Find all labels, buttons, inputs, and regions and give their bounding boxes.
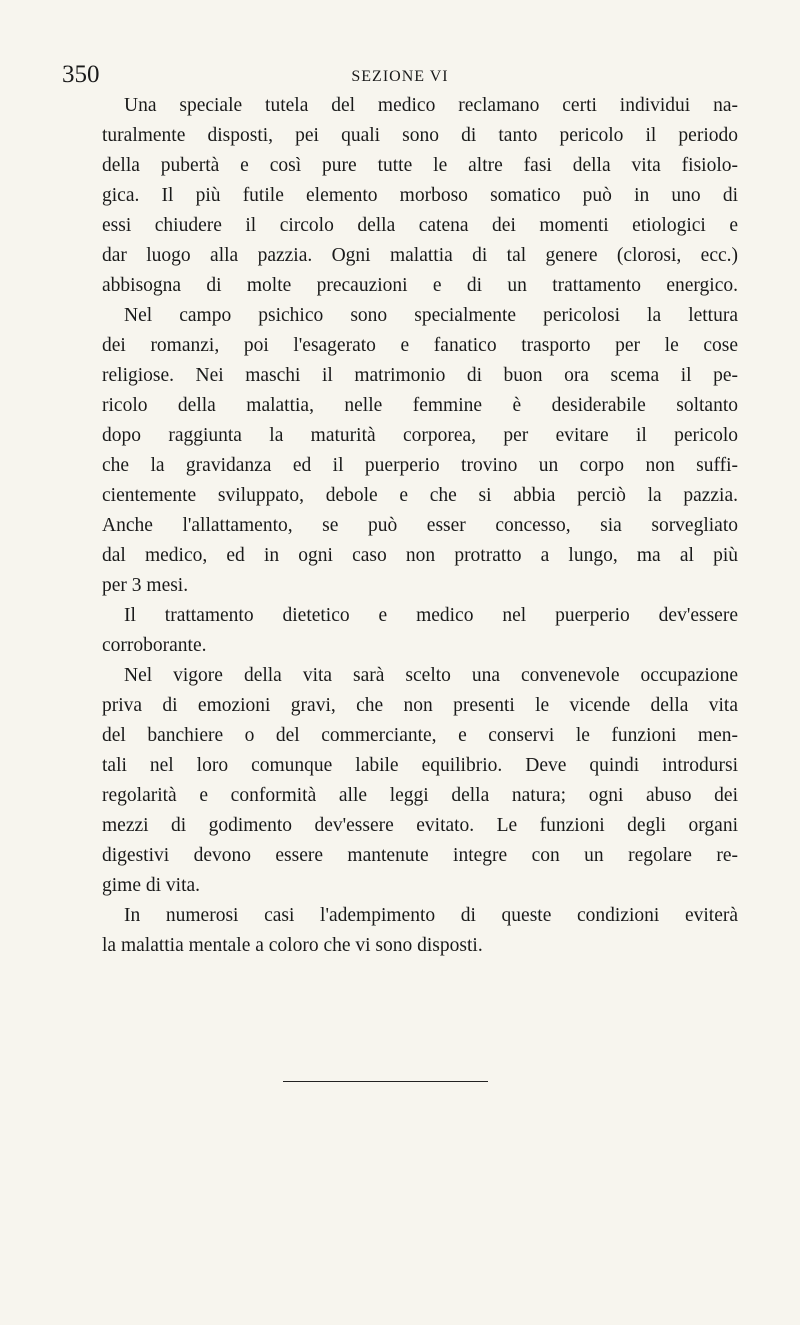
text-line: dei romanzi, poi l'esagerato e fanatico trasporto per le cose <box>102 335 738 356</box>
text-line: gica. Il più futile elemento morboso somatico può in uno di <box>102 185 738 206</box>
text-line: per 3 mesi. <box>102 575 189 596</box>
text-line: religiose. Nei maschi il matrimonio di buon ora scema il pe- <box>102 365 738 386</box>
text-line: digestivi devono essere mantenute integre con un regolare re- <box>102 845 738 866</box>
text-line: Anche l'allattamento, se può esser concesso, sia sorvegliato <box>102 515 738 536</box>
text-line: che la gravidanza ed il puerperio trovino un corpo non suffi- <box>102 455 738 476</box>
text-line: corroborante. <box>102 635 207 656</box>
text-line: della pubertà e così pure tutte le altre fasi della vita fisiolo- <box>102 155 738 176</box>
text-line: regolarità e conformità alle leggi della natura; ogni abuso dei <box>102 785 738 806</box>
text-line: gime di vita. <box>102 875 201 896</box>
section-end-rule <box>283 1081 488 1082</box>
text-line: tali nel loro comunque labile equilibrio. Deve quindi introdursi <box>102 755 738 776</box>
text-line: dar luogo alla pazzia. Ogni malattia di tal genere (clorosi, ecc.) <box>102 245 738 266</box>
text-line: turalmente disposti, pei quali sono di tanto pericolo il periodo <box>102 125 738 146</box>
text-line: del banchiere o del commerciante, e conservi le funzioni men- <box>102 725 738 746</box>
text-line: abbisogna di molte precauzioni e di un trattamento energico. <box>102 275 738 296</box>
text-line: dopo raggiunta la maturità corporea, per evitare il pericolo <box>102 425 738 446</box>
text-line: Il trattamento dietetico e medico nel puerperio dev'essere <box>124 605 738 626</box>
text-line: Nel vigore della vita sarà scelto una convenevole occupazione <box>124 665 738 686</box>
text-line: mezzi di godimento dev'essere evitato. Le funzioni degli organi <box>102 815 738 836</box>
text-line: priva di emozioni gravi, che non presenti le vicende della vita <box>102 695 738 716</box>
page-number: 350 <box>62 61 100 88</box>
text-line: ricolo della malattia, nelle femmine è desiderabile soltanto <box>102 395 738 416</box>
text-line: essi chiudere il circolo della catena dei momenti etiologici e <box>102 215 738 236</box>
text-line: Nel campo psichico sono specialmente pericolosi la lettura <box>124 305 738 326</box>
text-line: la malattia mentale a coloro che vi sono disposti. <box>102 935 483 956</box>
text-line: In numerosi casi l'adempimento di queste condizioni eviterà <box>124 905 738 926</box>
text-line: dal medico, ed in ogni caso non protratto a lungo, ma al più <box>102 545 738 566</box>
running-head <box>62 60 738 90</box>
section-title: SEZIONE VI <box>351 68 449 85</box>
text-line: Una speciale tutela del medico reclamano certi individui na- <box>124 95 738 116</box>
text-line: cientemente sviluppato, debole e che si abbia perciò la pazzia. <box>102 485 738 506</box>
